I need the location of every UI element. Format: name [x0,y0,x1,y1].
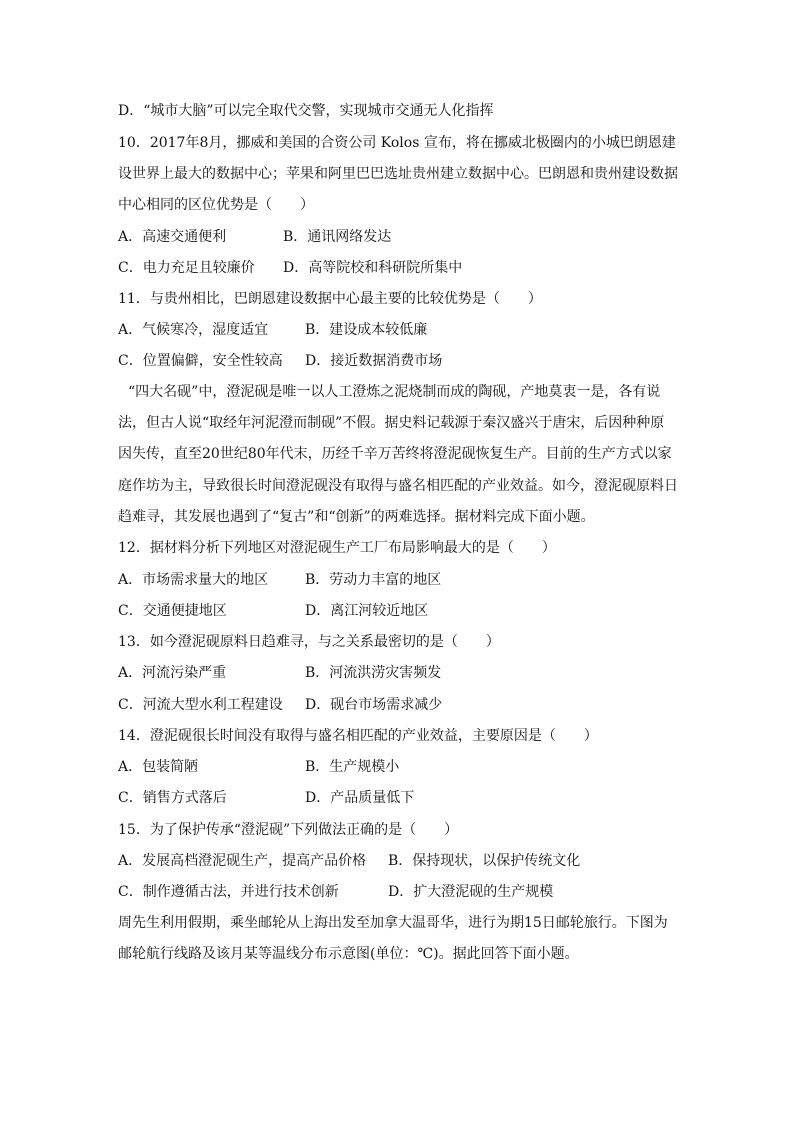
q13-option-c: C．河流大型水利工程建设 [118,697,283,713]
q10-options-row-1 [118,227,678,247]
q10-option-b: B．通讯网络发达 [283,229,392,245]
prev-question-option-d: D．“城市大脑”可以完全取代交警，实现城市交通无人化指挥 [118,103,494,119]
q11-option-b: B．建设成本较低廉 [305,322,428,338]
q12-option-c: C．交通便捷地区 [118,603,227,619]
material-1-line-2: 法，但古人说“取经年河泥澄而制砚”不假。据史料记载源于秦汉盛兴于唐宋，后因种种原 [118,415,665,431]
q13-option-d: D．砚台市场需求减少 [305,697,443,713]
q12-option-d: D．离江河较近地区 [305,603,429,619]
q14-option-d: D．产品质量低下 [305,790,415,806]
q11-options-row-1 [118,320,678,340]
q12-options-row-2 [118,601,678,621]
q12-options-row-1 [118,570,678,590]
q13-options-row-1 [118,663,678,683]
material-1-line-4: 庭作坊为主，导致很长时间澄泥砚没有取得与盛名相匹配的产业效益。如今，澄泥砚原料日 [118,478,678,494]
q15-option-a: A．发展高档澄泥砚生产，提高产品价格 [118,853,367,869]
q12-stem: 12．据材料分析下列地区对澄泥砚生产工厂布局影响最大的是（ ） [118,540,556,556]
material-1-line-1: “四大名砚”中，澄泥砚是唯一以人工澄炼之泥烧制而成的陶砚，产地莫衷一是，各有说 [128,384,661,400]
q14-options-row-1 [118,757,678,777]
q10-stem-line-3: 中心相同的区位优势是（ ） [118,197,314,213]
q11-stem: 11．与贵州相比，巴朗恩建设数据中心最主要的比较优势是（ ） [118,291,542,307]
q10-stem-line-2: 设世界上最大的数据中心；苹果和阿里巴巴选址贵州建立数据中心。巴朗恩和贵州建设数据 [118,166,678,182]
q13-stem: 13．如今澄泥砚原料日趋难寻，与之关系最密切的是（ ） [118,634,500,650]
q15-stem: 15．为了保护传承“澄泥砚”下列做法正确的是（ ） [118,822,459,838]
material-2-line-2: 邮轮航行线路及该月某等温线分布示意图(单位：℃)。据此回答下面小题。 [118,946,579,962]
q12-option-a: A．市场需求量大的地区 [118,572,269,588]
q15-option-b: B．保持现状，以保护传统文化 [388,853,581,869]
q14-stem: 14．澄泥砚很长时间没有取得与盛名相匹配的产业效益，主要原因是（ ） [118,728,598,744]
q13-option-b: B．河流洪涝灾害频发 [305,665,442,681]
q11-option-c: C．位置偏僻，安全性较高 [118,353,283,369]
q13-options-row-2 [118,695,678,715]
q10-options-row-2 [118,258,678,278]
material-1-line-5: 趋难寻，其发展也遇到了“复古”和“创新”的两难选择。据材料完成下面小题。 [118,509,595,525]
q14-option-b: B．生产规模小 [305,759,400,775]
q15-options-row-2 [118,882,678,902]
q15-option-c: C．制作遵循古法，并进行技术创新 [118,884,339,900]
q10-option-c: C．电力充足且较廉价 [118,260,255,276]
material-2-line-1: 周先生利用假期，乘坐邮轮从上海出发至加拿大温哥华，进行为期15日邮轮旅行。下图为 [118,915,668,931]
q10-option-d: D．高等院校和科研院所集中 [283,260,463,276]
q10-option-a: A．高速交通便利 [118,229,227,245]
q11-option-d: D．接近数据消费市场 [305,353,443,369]
q12-option-b: B．劳动力丰富的地区 [305,572,442,588]
q15-option-d: D．扩大澄泥砚的生产规模 [388,884,554,900]
q11-options-row-2 [118,351,678,371]
q14-options-row-2 [118,788,678,808]
q11-option-a: A．气候寒冷，湿度适宜 [118,322,269,338]
material-1-line-3: 因失传，直至20世纪80年代末，历经千辛万苦终将澄泥砚恢复生产。目前的生产方式以家 [118,446,672,462]
q13-option-a: A．河流污染严重 [118,665,227,681]
q14-option-c: C．销售方式落后 [118,790,227,806]
q15-options-row-1 [118,851,678,871]
q10-stem-line-1: 10．2017年8月，挪威和美国的合资公司 Kolos 宣布，将在挪威北极圈内的小城巴朗恩建 [118,135,676,151]
q14-option-a: A．包装简陋 [118,759,199,775]
